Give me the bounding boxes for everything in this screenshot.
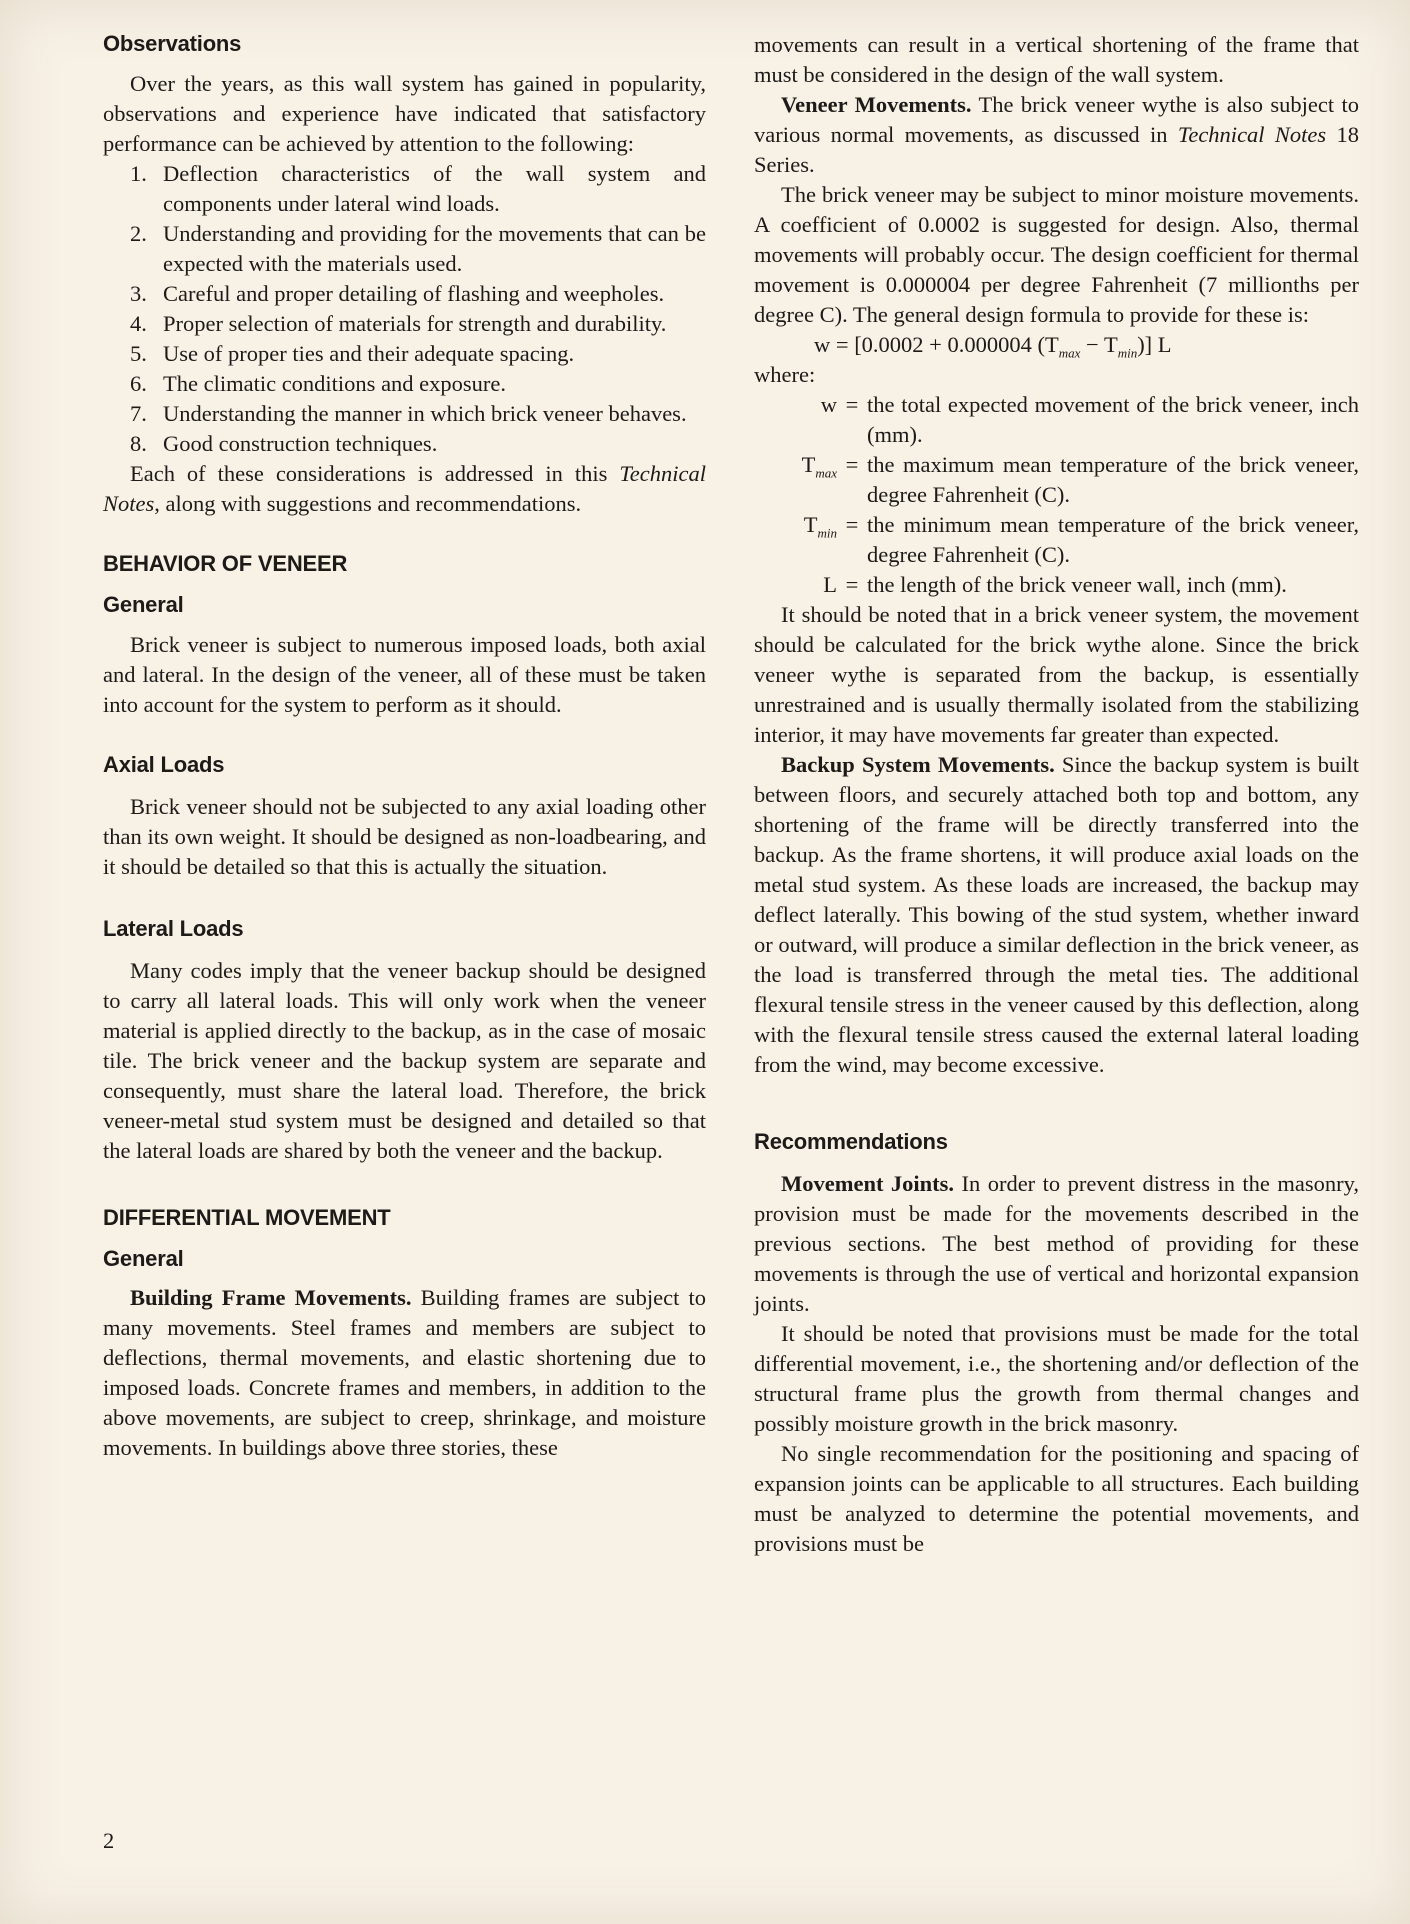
list-item: 3. Careful and proper detailing of flashing and weepholes. xyxy=(130,281,665,306)
observations-intro: Over the years, as this wall system has gained in popularity, observations and experience have indicated that satisfactory performance can be achieved by attention to the following: xyxy=(103,71,706,156)
continuation-text: movements can result in a vertical shortening of the frame that must be considered in the design of the wall system. xyxy=(754,32,1359,87)
recommendations-heading: Recommendations xyxy=(754,1129,948,1154)
list-item: 7. Understanding the manner in which brick veneer behaves. xyxy=(130,401,687,426)
list-item: 5. Use of proper ties and their adequate spacing. xyxy=(130,341,575,366)
list-item: 2. Understanding and providing for the movements that can be expected with the materials used. xyxy=(130,221,706,276)
single-recommendation-text: No single recommendation for the positioning and spacing of expansion joints can be applicable to all structures. Each building must be analyzed to determine the potential movements, and provisions must be xyxy=(754,1441,1359,1556)
observations-closing: Each of these considerations is addressed in this Technical Notes, along with suggestions and recommendations. xyxy=(103,461,707,516)
page-number: 2 xyxy=(103,1828,115,1853)
definition-item: w = the total expected movement of the brick veneer, inch (mm). xyxy=(820,392,1359,447)
definition-item: $T_{min}$ = the minimum mean temperature of the brick veneer, degree Fahrenheit (C). xyxy=(803,512,1359,567)
design-formula: w = [0.0002 + 0.000004 $(T_{max} - T_{min})$] L xyxy=(814,332,1172,361)
left-column xyxy=(103,30,706,1463)
observations-list xyxy=(103,159,706,459)
axial-loads-heading: Axial Loads xyxy=(103,752,225,777)
list-item: 4. Proper selection of materials for strength and durability. xyxy=(130,311,667,336)
lateral-loads-text: Many codes imply that the veneer backup should be designed to carry all lateral loads. This will only work when the veneer material is applied directly to the backup, as in the case of mosaic tile. The brick veneer and the backup system are separate and consequently, must share the lateral load. Therefore, the brick veneer-metal stud system must be designed and detailed so that the lateral loads are shared by both the veneer and the backup. xyxy=(103,958,706,1163)
noted-text: It should be noted that in a brick veneer system, the movement should be calculated for the brick wythe alone. Since the brick veneer wythe is separated from the backup, is essentially unrestrained and is usually thermally isolated from the stabilizing interior, it may have movements far greater than expected. xyxy=(754,602,1359,747)
definition-item: $T_{max}$ = the maximum mean temperature of the brick veneer, degree Fahrenheit (C). xyxy=(801,452,1359,507)
behavior-general-heading: General xyxy=(103,592,184,617)
lateral-loads-heading: Lateral Loads xyxy=(103,916,244,941)
where-label: where: xyxy=(754,362,816,387)
definitions-list xyxy=(754,390,1359,600)
veneer-movements-text: Veneer Movements. The brick veneer wythe is also subject to various normal movements, as discussed in Technical Notes 18 Series. xyxy=(754,92,1360,177)
axial-loads-text: Brick veneer should not be subjected to any axial loading other than its own weight. It should be designed as non-loadbearing, and it should be detailed so that this is actually the situation. xyxy=(103,794,706,879)
differential-heading: DIFFERENTIAL MOVEMENT xyxy=(103,1205,391,1230)
list-item: 1. Deflection characteristics of the wall system and components under lateral wind loads. xyxy=(130,161,706,216)
building-frame-text: Building Frame Movements. Building frames are subject to many movements. Steel frames and members are subject to deflections, thermal movements, and elastic shortening due to imposed loads. Concrete frames and members, in addition to the above movements, are subject to creep, shrinkage, and moisture movements. In buildings above three stories, these xyxy=(103,1285,706,1460)
moisture-text: The brick veneer may be subject to minor moisture movements. A coefficient of 0.0002 is suggested for design. Also, thermal movements will probably occur. The design coefficient for thermal movement is 0.000004 per degree Fahrenheit (7 millionths per degree C). The general design formula to provide for these is: xyxy=(754,182,1359,327)
observations-heading: Observations xyxy=(103,31,242,56)
provisions-text: It should be noted that provisions must be made for the total differential movement, i.e., the shortening and/or deflection of the structural frame plus the growth from thermal changes and possibly moisture growth in the brick masonry. xyxy=(754,1321,1359,1436)
behavior-heading: BEHAVIOR OF VENEER xyxy=(103,551,348,576)
list-item: 8. Good construction techniques. xyxy=(130,431,438,456)
list-item: 6. The climatic conditions and exposure. xyxy=(130,371,507,396)
differential-general-heading: General xyxy=(103,1246,184,1271)
definition-item: L = the length of the brick veneer wall, inch (mm). xyxy=(823,572,1287,597)
movement-joints-text: Movement Joints. In order to prevent distress in the masonry, provision must be made for the movements described in the previous sections. The best method of providing for these movements is through the use of vertical and horizontal expansion joints. xyxy=(754,1171,1359,1316)
backup-movements-text: Backup System Movements. Since the backup system is built between floors, and securely attached both top and bottom, any shortening of the frame will be directly transferred into the backup. As the frame shortens, it will produce axial loads on the metal stud system. As these loads are increased, the backup may deflect laterally. This bowing of the stud system, whether inward or outward, will produce a similar deflection in the brick veneer, as the load is transferred through the metal ties. The additional flexural tensile stress in the veneer caused by this deflection, along with the flexural tensile stress caused the external lateral loading from the wind, may become excessive. xyxy=(754,752,1359,1077)
right-column xyxy=(754,30,1359,1559)
behavior-general-text: Brick veneer is subject to numerous imposed loads, both axial and lateral. In the design of the veneer, all of these must be taken into account for the system to perform as it should. xyxy=(103,632,706,717)
